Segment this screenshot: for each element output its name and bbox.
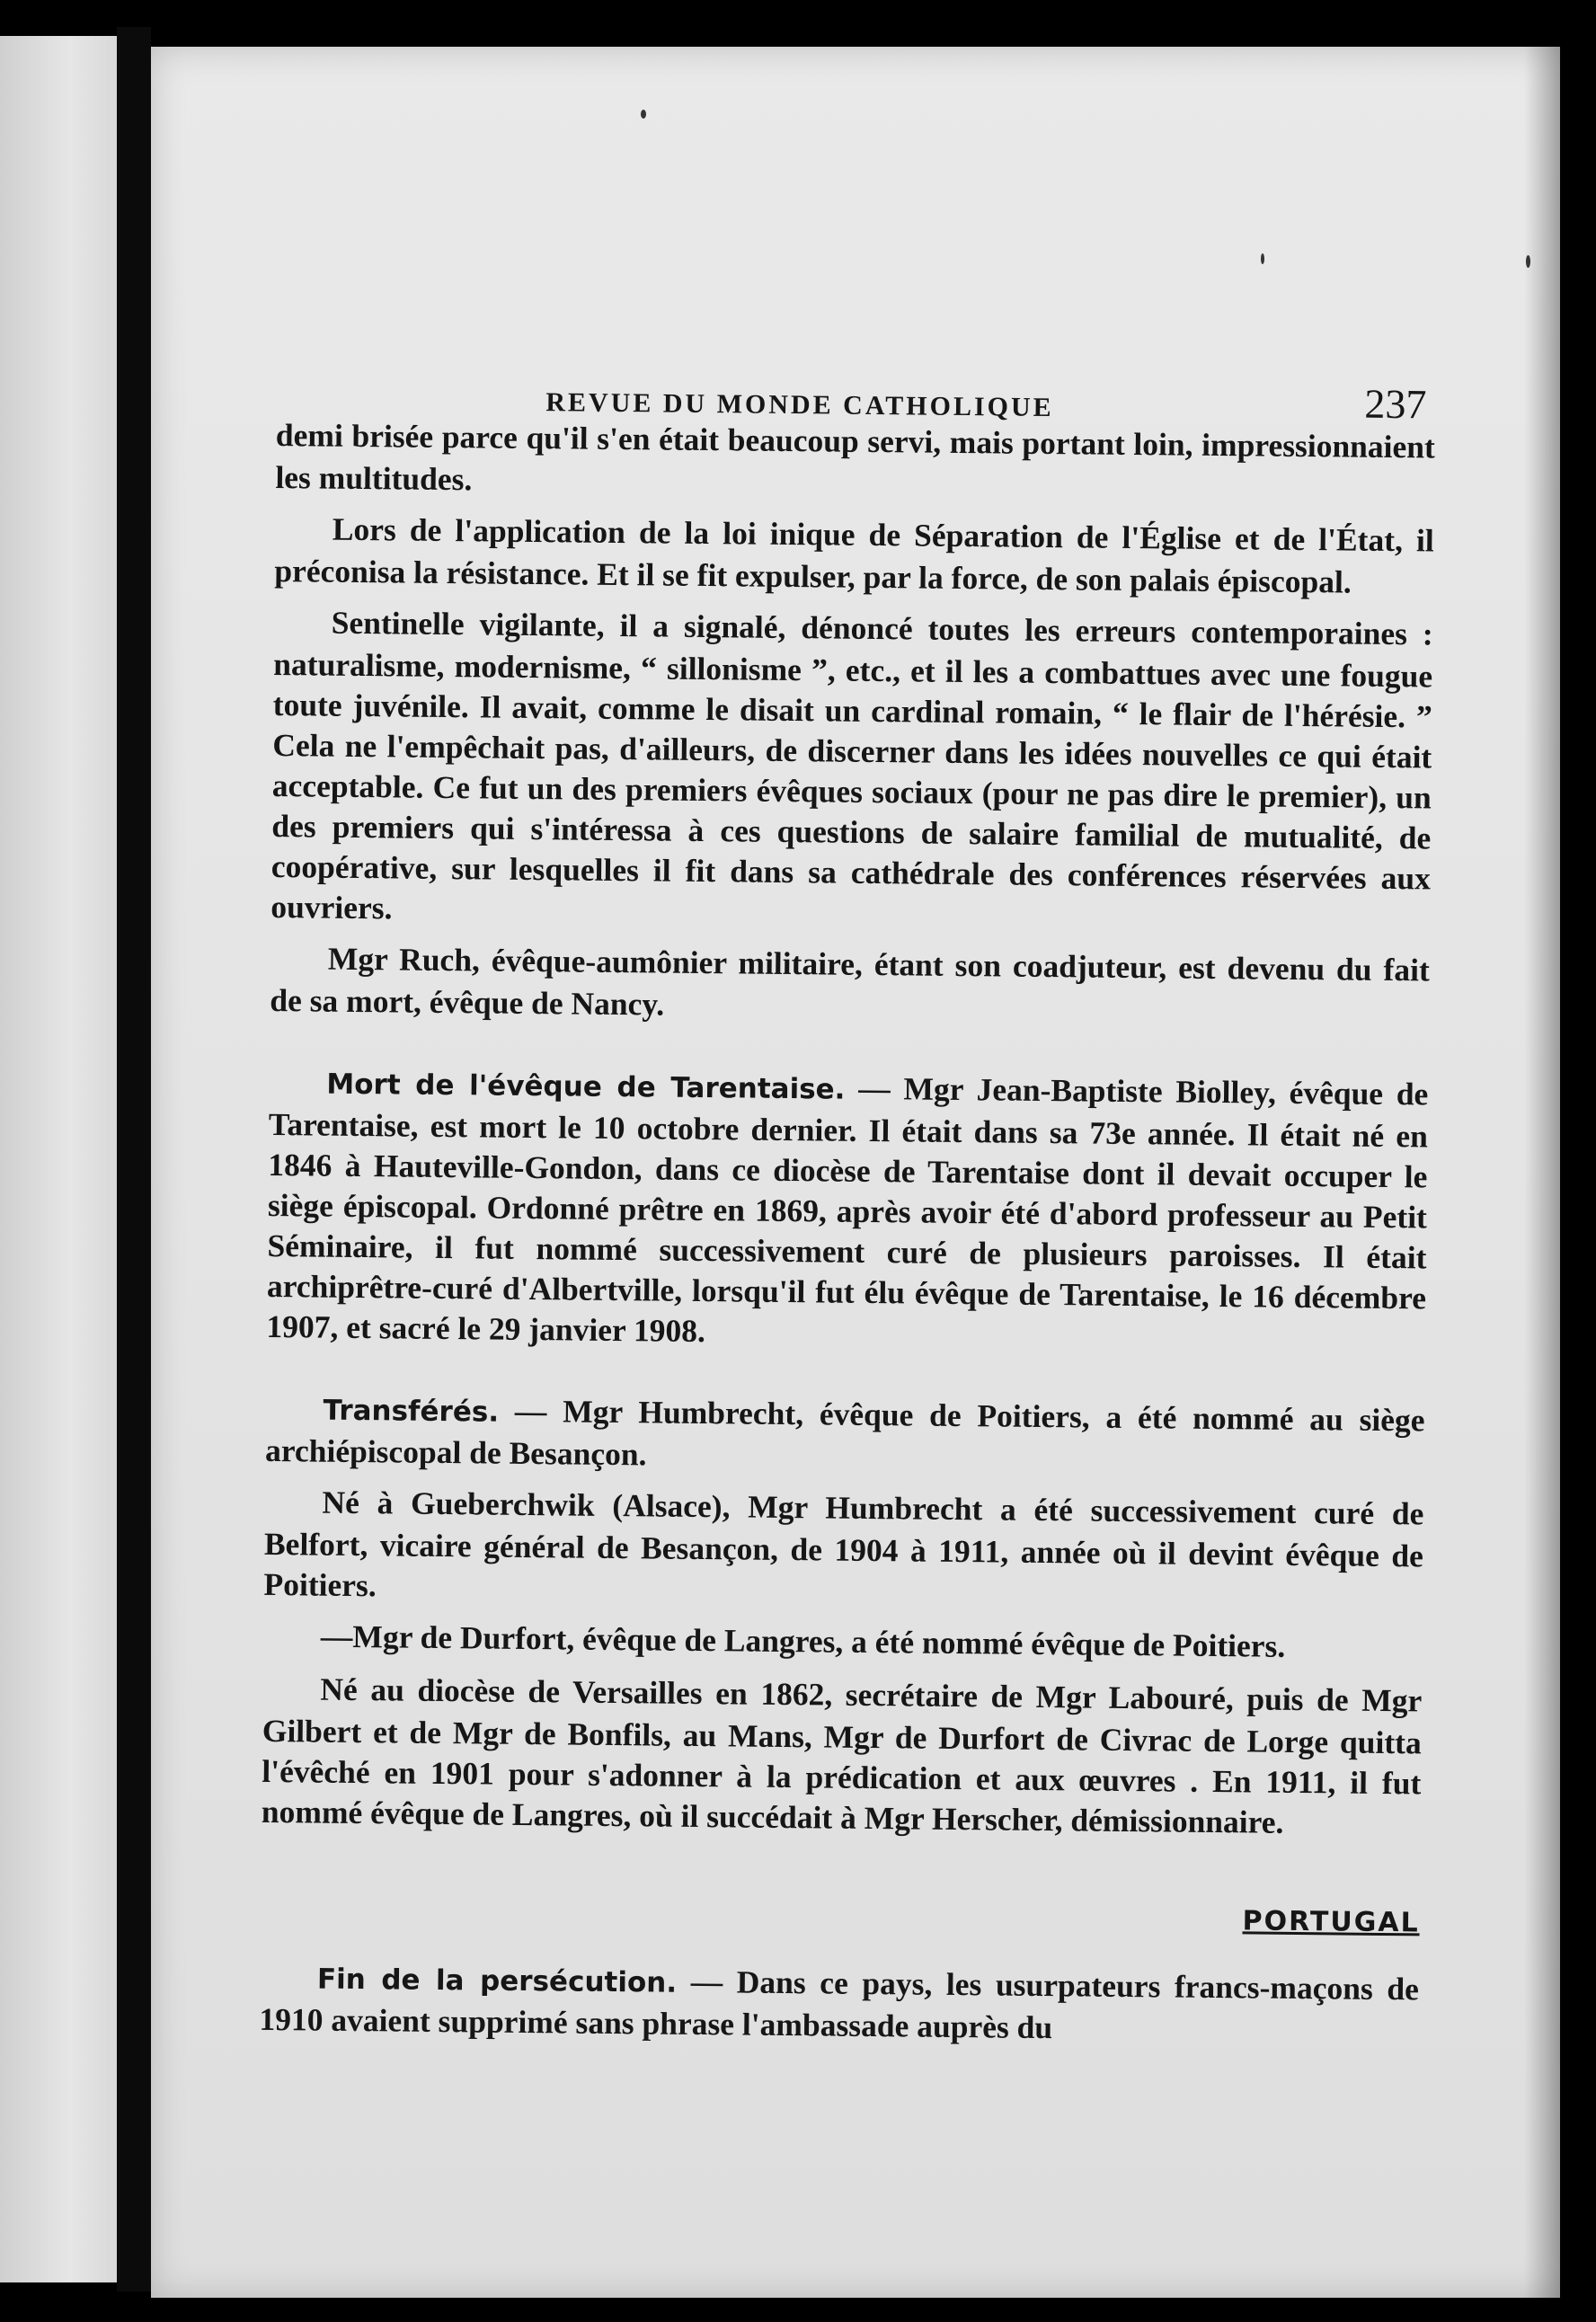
paragraph [274, 509, 1434, 604]
book-spine [0, 36, 117, 2282]
paragraph [263, 1482, 1423, 1617]
paragraph [270, 938, 1430, 1033]
paragraph [263, 1616, 1423, 1671]
paragraph [270, 602, 1433, 939]
paragraph-text: —Mgr de Durfort, évêque de Langres, a été nommé évêque de Poitiers. [320, 1617, 1286, 1664]
paragraph [259, 1957, 1419, 2052]
speck [641, 110, 646, 119]
paragraph-text: — Dans ce pays, les usurpateurs francs-maçons de 1910 avaient supprimé sans phrase l'ambassade auprès du [259, 1963, 1420, 2046]
paragraph-text: — Mgr Humbrecht, évêque de Poitiers, a été nommé au siège archiépiscopal de Besançon. [264, 1392, 1425, 1473]
paragraph-text: demi brisée parce qu'il s'en était beaucoup servi, mais portant loin, impressionnaient les multitudes. [275, 416, 1436, 498]
section-heading [261, 1895, 1420, 1939]
paper-edge-shadow [1524, 47, 1560, 2298]
paragraph [262, 1669, 1423, 1844]
paragraph-text: Né au diocèse de Versailles en 1862, secrétaire de Mgr Labouré, puis de Mgr Gilbert et de Mgr de Bonfils, au Mans, Mgr de Durfort de Civrac de Lorge quitta l'évêché en 1901 pour s'adonner à la prédication et aux œuvres . En 1911, il fut nommé évêque de Langres, où il succédait à Mgr Herscher, démissionnaire. [261, 1671, 1423, 1840]
speck [1526, 255, 1530, 268]
paragraph [275, 415, 1435, 510]
running-head [276, 343, 1436, 428]
paragraph-text: Sentinelle vigilante, il a signalé, dénoncé toutes les erreurs contemporaines : naturalisme, modernisme, “ sillonisme ”, etc., et il les a combattues avec une fougue toute juvénile. Il avait, comme le disait un cardinal romain, “ le flair de l'hérésie. ” Cela ne l'empêchait pas, d'ailleurs, de discerner dans les idées nouvelles ce qui était acceptable. Ce fut un des premiers évêques sociaux (pour ne pas dire le premier), un des premiers qui s'intéressa à ces questions de salaire familial de mutualité, de coopérative, sur lesquelles il fit dans sa cathédrale des conférences réservées aux ouvriers. [270, 604, 1433, 926]
speck [1261, 253, 1264, 264]
paragraph-lead: Transférés. [323, 1394, 500, 1429]
paragraph-text: — Mgr Jean-Baptiste Biolley, évêque de Tarentaise, est mort le 10 octobre dernier. Il était dans sa 73e année. Il était né en 1846 à Hauteville-Gondon, dans ce diocèse de Tarentaise dont il devait occuper le siège épiscopal. Ordonné prêtre en 1869, après avoir été d'abord professeur au Petit Séminaire, il fut nommé successivement curé de plusieurs paroisses. Il était archiprêtre-curé d'Albertville, lorsqu'il fut élu évêque de Tarentaise, le 16 décembre 1907, et sacré le 29 janvier 1908. [266, 1069, 1429, 1350]
spine-shadow [117, 27, 151, 2291]
paper-sheet [151, 47, 1560, 2298]
section-heading-text: PORTUGAL [1242, 1905, 1420, 1939]
paragraph-lead: Mort de l'évêque de Tarentaise. [326, 1068, 846, 1106]
paragraph-text: Né à Gueberchwik (Alsace), Mgr Humbrecht a été successivement curé de Belfort, vicaire général de Besançon, de 1904 à 1911, année où il devint évêque de Poitiers. [263, 1484, 1424, 1604]
page-content [259, 343, 1436, 2062]
paragraph-lead: Fin de la persécution. [316, 1963, 678, 1999]
running-title: REVUE DU MONDE CATHOLIQUE [545, 387, 1054, 423]
paragraph-text: Mgr Ruch, évêque-aumônier militaire, étant son coadjuteur, est devenu du fait de sa mort, évêque de Nancy. [270, 940, 1430, 1023]
paragraph [265, 1388, 1425, 1484]
page-number: 237 [1364, 380, 1427, 428]
paragraph-text: Lors de l'application de la loi inique de Séparation de l'Église et de l'État, il préconisa la résistance. Et il se fit expulser, par la force, de son palais épiscopal. [274, 510, 1434, 600]
paragraph [266, 1062, 1428, 1359]
